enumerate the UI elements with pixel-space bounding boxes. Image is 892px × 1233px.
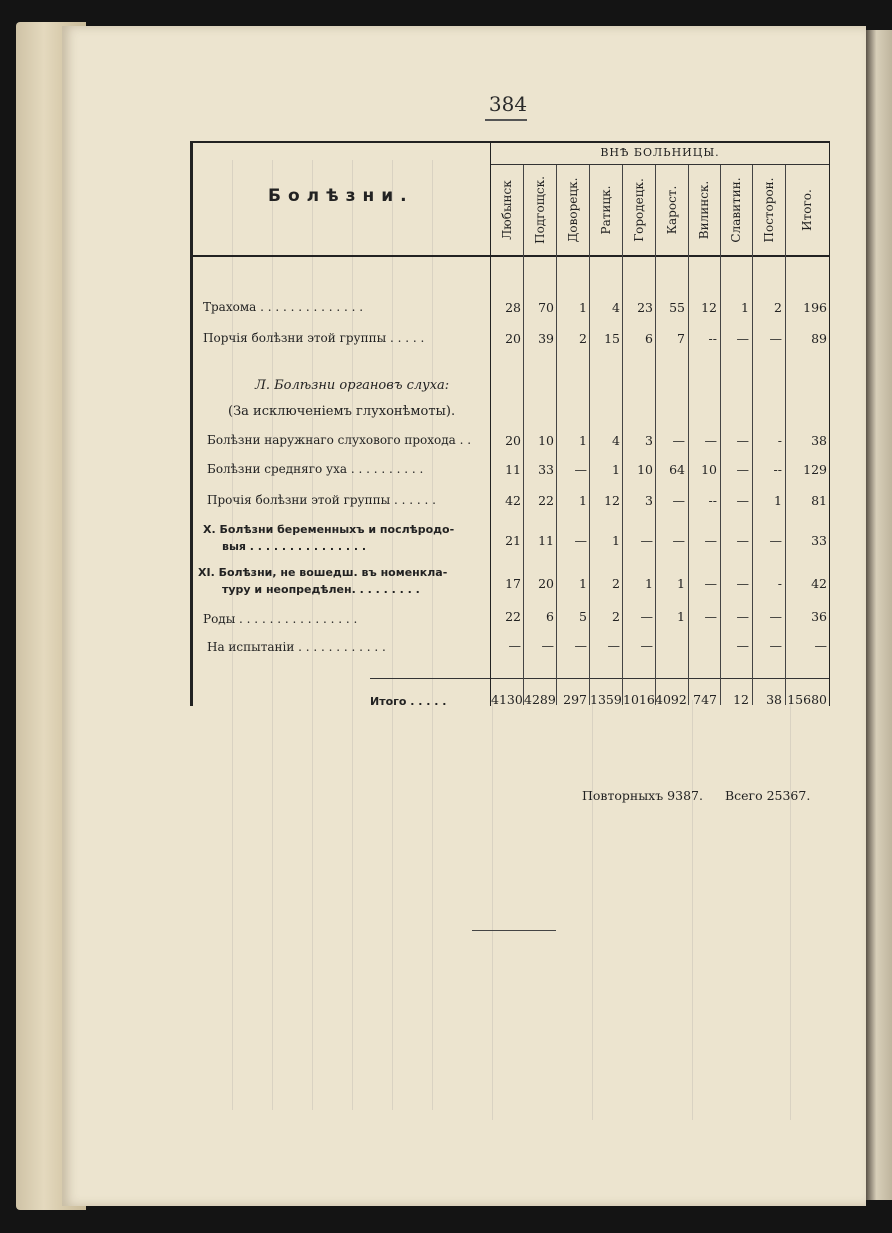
table-cell: 89 [811, 331, 827, 346]
outside-header-rule [490, 164, 830, 165]
table-cell: 70 [538, 300, 554, 315]
table-cell: - [777, 433, 782, 448]
table-cell: -- [708, 331, 717, 346]
table-cell: — [769, 533, 782, 548]
table-cell: — [769, 609, 782, 624]
table-cell: 6 [645, 331, 653, 346]
grand-total: Всего 25367. [724, 788, 811, 803]
table-cell: — [736, 533, 749, 548]
row-label-unclassified-cont: туру и неопредѣлен. . . . . . . . . [222, 583, 420, 596]
total-rule [490, 678, 830, 679]
row-label-births: Роды . . . . . . . . . . . . . . . . [203, 612, 358, 626]
table-cell: 2 [774, 300, 782, 315]
table-cell: 3 [645, 493, 653, 508]
table-cell: — [736, 462, 749, 477]
table-cell: — [736, 638, 749, 653]
table-cell: — [736, 576, 749, 591]
table-cell: 1016 [623, 692, 655, 707]
table-cell: 21 [505, 533, 521, 548]
table-cell: 1359 [590, 692, 622, 707]
table-cell: 12 [701, 300, 717, 315]
table-cell: 4289 [524, 692, 556, 707]
table-cell: — [574, 462, 587, 477]
table-cell: 33 [538, 462, 554, 477]
table-cell: 11 [538, 533, 554, 548]
table-cell: — [704, 576, 717, 591]
table-cell: 1 [579, 433, 587, 448]
table-cell: 22 [505, 609, 521, 624]
table-cell: 129 [803, 462, 827, 477]
table-cell: 20 [538, 576, 554, 591]
column-header: Городецк. [632, 178, 646, 242]
row-label-trachoma: Трахома . . . . . . . . . . . . . . [203, 300, 364, 314]
table-cell: -- [773, 462, 782, 477]
table-cell: 4 [612, 433, 620, 448]
table-cell: 4 [612, 300, 620, 315]
table-cell: — [769, 638, 782, 653]
table-cell: 17 [505, 576, 521, 591]
table-cell: 38 [766, 692, 782, 707]
table-left-rule [190, 141, 193, 706]
table-cell: — [574, 638, 587, 653]
table-cell: 1 [579, 493, 587, 508]
table-cell: 2 [579, 331, 587, 346]
section-heading-ear: Л. Болѣзни органовъ слуха: [255, 378, 450, 393]
table-cell: — [704, 609, 717, 624]
table-cell: — [607, 638, 620, 653]
closing-rule [472, 930, 556, 931]
table-cell: 5 [579, 609, 587, 624]
table-cell: 23 [637, 300, 653, 315]
table-cell: 20 [505, 331, 521, 346]
table-cell: 1 [579, 576, 587, 591]
table-cell: -- [708, 493, 717, 508]
table-cell: 81 [811, 493, 827, 508]
table-cell: 12 [733, 692, 749, 707]
table-cell: 28 [505, 300, 521, 315]
column-header: Посторон. [762, 177, 776, 243]
table-cell: 22 [538, 493, 554, 508]
table-cell: 1 [677, 609, 685, 624]
column-header: Славитин. [729, 177, 743, 243]
table-cell: — [672, 533, 685, 548]
row-label-pregnancy-cont: выя . . . . . . . . . . . . . . . [222, 540, 367, 553]
table-cell: 1 [612, 533, 620, 548]
table-cell: 12 [604, 493, 620, 508]
header-bottom-rule [190, 255, 830, 257]
total-rule-left [370, 678, 492, 679]
page-number: 384 [488, 92, 528, 116]
table-cell: — [769, 331, 782, 346]
table-cell: 7 [677, 331, 685, 346]
row-label-total: Итого . . . . . [370, 695, 447, 708]
page-number-rule [485, 119, 527, 121]
table-cell: 4130 [491, 692, 523, 707]
table-cell: — [704, 433, 717, 448]
table-cell: 20 [505, 433, 521, 448]
row-label-outer-ear: Болѣзни наружнаго слухового прохода . . [207, 433, 472, 447]
table-cell: 1 [579, 300, 587, 315]
table-cell: 3 [645, 433, 653, 448]
table-cell: — [508, 638, 521, 653]
table-cell: — [814, 638, 827, 653]
table-cell: - [777, 576, 782, 591]
column-header: Любынск [500, 180, 514, 240]
table-cell: 15 [604, 331, 620, 346]
table-cell: 1 [741, 300, 749, 315]
table-cell: 6 [546, 609, 554, 624]
table-cell: 747 [693, 692, 717, 707]
row-label-pregnancy: X. Болѣзни беременныхъ и послѣродо- [203, 523, 455, 536]
column-header: Ратицк. [599, 185, 613, 235]
table-cell: 10 [637, 462, 653, 477]
table-cell: 64 [669, 462, 685, 477]
next-page-edge [866, 30, 892, 1200]
table-cell: 42 [811, 576, 827, 591]
table-cell: 1 [645, 576, 653, 591]
table-cell: — [736, 493, 749, 508]
table-cell: 55 [669, 300, 685, 315]
row-label-testing: На испытаніи . . . . . . . . . . . . [207, 640, 386, 654]
table-cell: — [640, 533, 653, 548]
table-cell: — [672, 493, 685, 508]
table-cell: — [704, 533, 717, 548]
table-cell: — [574, 533, 587, 548]
table-cell: — [541, 638, 554, 653]
table-cell: 2 [612, 576, 620, 591]
column-header: Итого. [800, 189, 814, 231]
outside-hospital-header: ВНѢ БОЛЬНИЦЫ. [600, 146, 720, 159]
row-label-middle-ear: Болѣзни средняго уха . . . . . . . . . . [207, 462, 424, 476]
table-cell: 297 [563, 692, 587, 707]
table-cell: 10 [701, 462, 717, 477]
table-cell: 1 [612, 462, 620, 477]
table-cell: 196 [803, 300, 827, 315]
row-label-unclassified: XI. Болѣзни, не вошедш. въ номенкла- [198, 566, 448, 579]
table-cell: — [736, 433, 749, 448]
table-top-rule [190, 141, 830, 143]
table-cell: 11 [505, 462, 521, 477]
column-header: Подгощск. [533, 176, 547, 244]
table-cell: 33 [811, 533, 827, 548]
table-cell: — [672, 433, 685, 448]
diseases-column-header: Болѣзни. [268, 186, 414, 206]
table-cell: 1 [677, 576, 685, 591]
table-cell: — [736, 331, 749, 346]
footer-totals [582, 788, 828, 803]
table-cell: 2 [612, 609, 620, 624]
row-label-other-eye: Порчія болѣзни этой группы . . . . . [203, 331, 425, 345]
column-header: Карост. [665, 185, 679, 235]
column-header: Вилинск. [697, 180, 711, 240]
row-label-other-ear: Прочія болѣзни этой группы . . . . . . [207, 493, 436, 507]
table-cell: 42 [505, 493, 521, 508]
repeat-visits: Повторныхъ 9387. [582, 788, 703, 803]
table-cell: — [736, 609, 749, 624]
table-cell: 10 [538, 433, 554, 448]
table-cell: — [640, 638, 653, 653]
table-cell: 4092 [655, 692, 687, 707]
table-cell: 36 [811, 609, 827, 624]
table-cell: 1 [774, 493, 782, 508]
table-cell: 38 [811, 433, 827, 448]
table-cell: 15680 [787, 692, 827, 707]
table-cell: — [640, 609, 653, 624]
column-header: Доворецк. [566, 177, 580, 243]
section-subheading-ear: (За исключеніемъ глухонѣмоты). [228, 404, 456, 419]
table-cell: 39 [538, 331, 554, 346]
